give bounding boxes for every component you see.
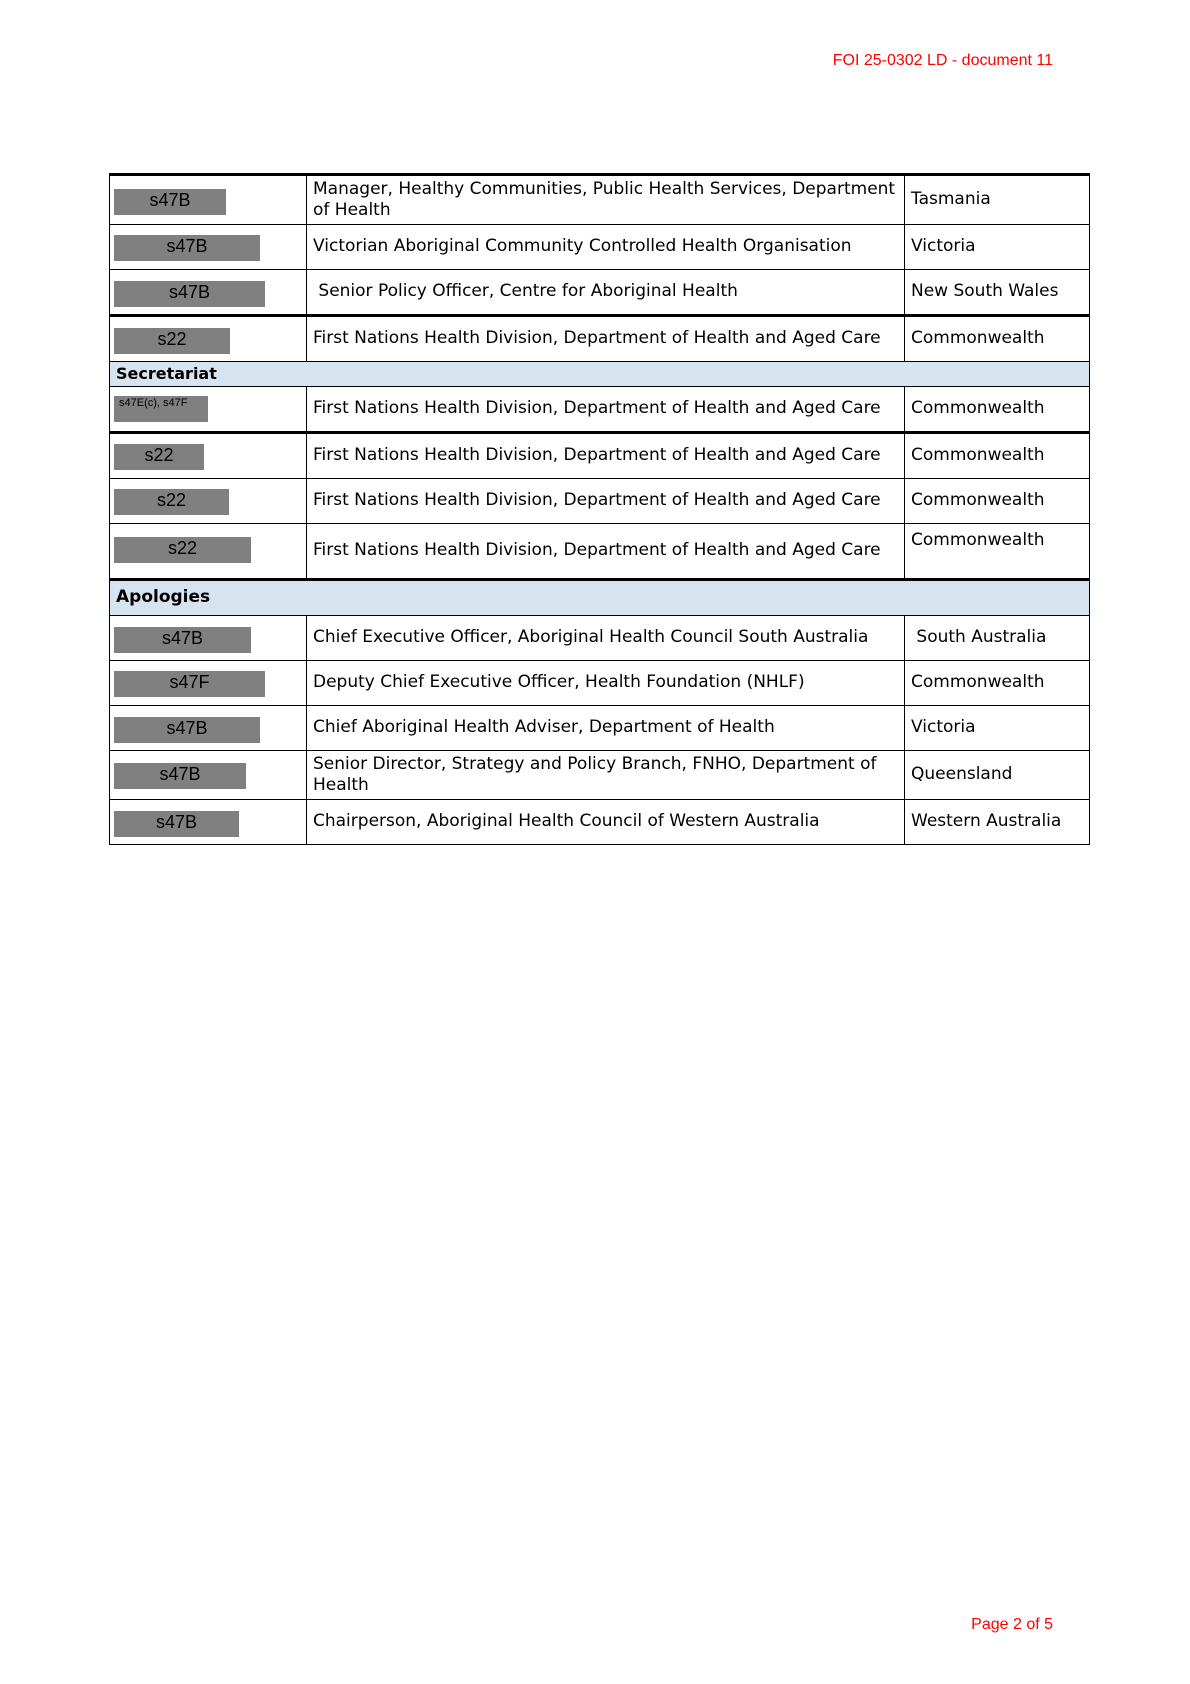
jurisdiction-cell: South Australia bbox=[905, 616, 1090, 661]
role-cell: First Nations Health Division, Department of Health and Aged Care bbox=[307, 524, 905, 580]
role-cell: Senior Director, Strategy and Policy Branch, FNHO, Department of Health bbox=[307, 751, 905, 800]
redaction-box: s47B bbox=[114, 717, 260, 743]
name-cell bbox=[110, 524, 307, 580]
name-cell bbox=[110, 661, 307, 706]
name-cell bbox=[110, 175, 307, 225]
name-cell bbox=[110, 479, 307, 524]
name-cell bbox=[110, 800, 307, 845]
jurisdiction-cell: New South Wales bbox=[905, 270, 1090, 316]
jurisdiction-cell: Western Australia bbox=[905, 800, 1090, 845]
jurisdiction-cell: Commonwealth bbox=[905, 433, 1090, 479]
redaction-box: s47F bbox=[114, 671, 265, 697]
table-row bbox=[110, 800, 1090, 845]
role-cell: Chief Aboriginal Health Adviser, Department of Health bbox=[307, 706, 905, 751]
table-row bbox=[110, 225, 1090, 270]
role-cell: First Nations Health Division, Department of Health and Aged Care bbox=[307, 316, 905, 362]
jurisdiction-cell: Commonwealth bbox=[905, 479, 1090, 524]
table-row bbox=[110, 524, 1090, 580]
section-heading-secretariat: Secretariat bbox=[110, 362, 1090, 387]
table-row bbox=[110, 751, 1090, 800]
role-cell: First Nations Health Division, Department of Health and Aged Care bbox=[307, 433, 905, 479]
name-cell bbox=[110, 616, 307, 661]
table-row bbox=[110, 433, 1090, 479]
table-row bbox=[110, 706, 1090, 751]
role-cell: Victorian Aboriginal Community Controlled Health Organisation bbox=[307, 225, 905, 270]
name-cell bbox=[110, 751, 307, 800]
redaction-box: s47B bbox=[114, 235, 260, 261]
table-row bbox=[110, 175, 1090, 225]
page-number: Page 2 of 5 bbox=[971, 1616, 1053, 1633]
jurisdiction-cell: Victoria bbox=[905, 225, 1090, 270]
name-cell bbox=[110, 270, 307, 316]
jurisdiction-cell: Tasmania bbox=[905, 175, 1090, 225]
table-row bbox=[110, 387, 1090, 433]
redaction-box: s22 bbox=[114, 537, 251, 563]
name-cell bbox=[110, 225, 307, 270]
redaction-box: s47E(c), s47F bbox=[114, 396, 208, 422]
name-cell bbox=[110, 387, 307, 433]
name-cell bbox=[110, 316, 307, 362]
jurisdiction-cell: Commonwealth bbox=[905, 661, 1090, 706]
jurisdiction-cell: Commonwealth bbox=[905, 524, 1090, 580]
redaction-box: s47B bbox=[114, 627, 251, 653]
jurisdiction-cell: Queensland bbox=[905, 751, 1090, 800]
role-cell: Chairperson, Aboriginal Health Council of Western Australia bbox=[307, 800, 905, 845]
attendees-table bbox=[109, 173, 1090, 845]
name-cell bbox=[110, 706, 307, 751]
redaction-box: s22 bbox=[114, 328, 230, 354]
section-heading-apologies: Apologies bbox=[110, 580, 1090, 616]
role-cell: Chief Executive Officer, Aboriginal Health Council South Australia bbox=[307, 616, 905, 661]
name-cell bbox=[110, 433, 307, 479]
section-heading-row bbox=[110, 362, 1090, 387]
role-cell: Senior Policy Officer, Centre for Aboriginal Health bbox=[307, 270, 905, 316]
redaction-box: s22 bbox=[114, 444, 204, 470]
role-cell: Manager, Healthy Communities, Public Health Services, Department of Health bbox=[307, 175, 905, 225]
redaction-box: s47B bbox=[114, 281, 265, 307]
jurisdiction-cell: Victoria bbox=[905, 706, 1090, 751]
redaction-box: s22 bbox=[114, 489, 229, 515]
redaction-box: s47B bbox=[114, 763, 246, 789]
jurisdiction-cell: Commonwealth bbox=[905, 316, 1090, 362]
role-cell: First Nations Health Division, Department of Health and Aged Care bbox=[307, 479, 905, 524]
role-cell: First Nations Health Division, Department of Health and Aged Care bbox=[307, 387, 905, 433]
table-row bbox=[110, 616, 1090, 661]
foi-reference: FOI 25-0302 LD - document 11 bbox=[832, 52, 1053, 69]
role-cell: Deputy Chief Executive Officer, Health Foundation (NHLF) bbox=[307, 661, 905, 706]
redaction-box: s47B bbox=[114, 811, 239, 837]
jurisdiction-cell: Commonwealth bbox=[905, 387, 1090, 433]
table-row bbox=[110, 661, 1090, 706]
table-row bbox=[110, 270, 1090, 316]
table-row bbox=[110, 479, 1090, 524]
section-heading-row bbox=[110, 580, 1090, 616]
redaction-box: s47B bbox=[114, 189, 226, 215]
table-row bbox=[110, 316, 1090, 362]
